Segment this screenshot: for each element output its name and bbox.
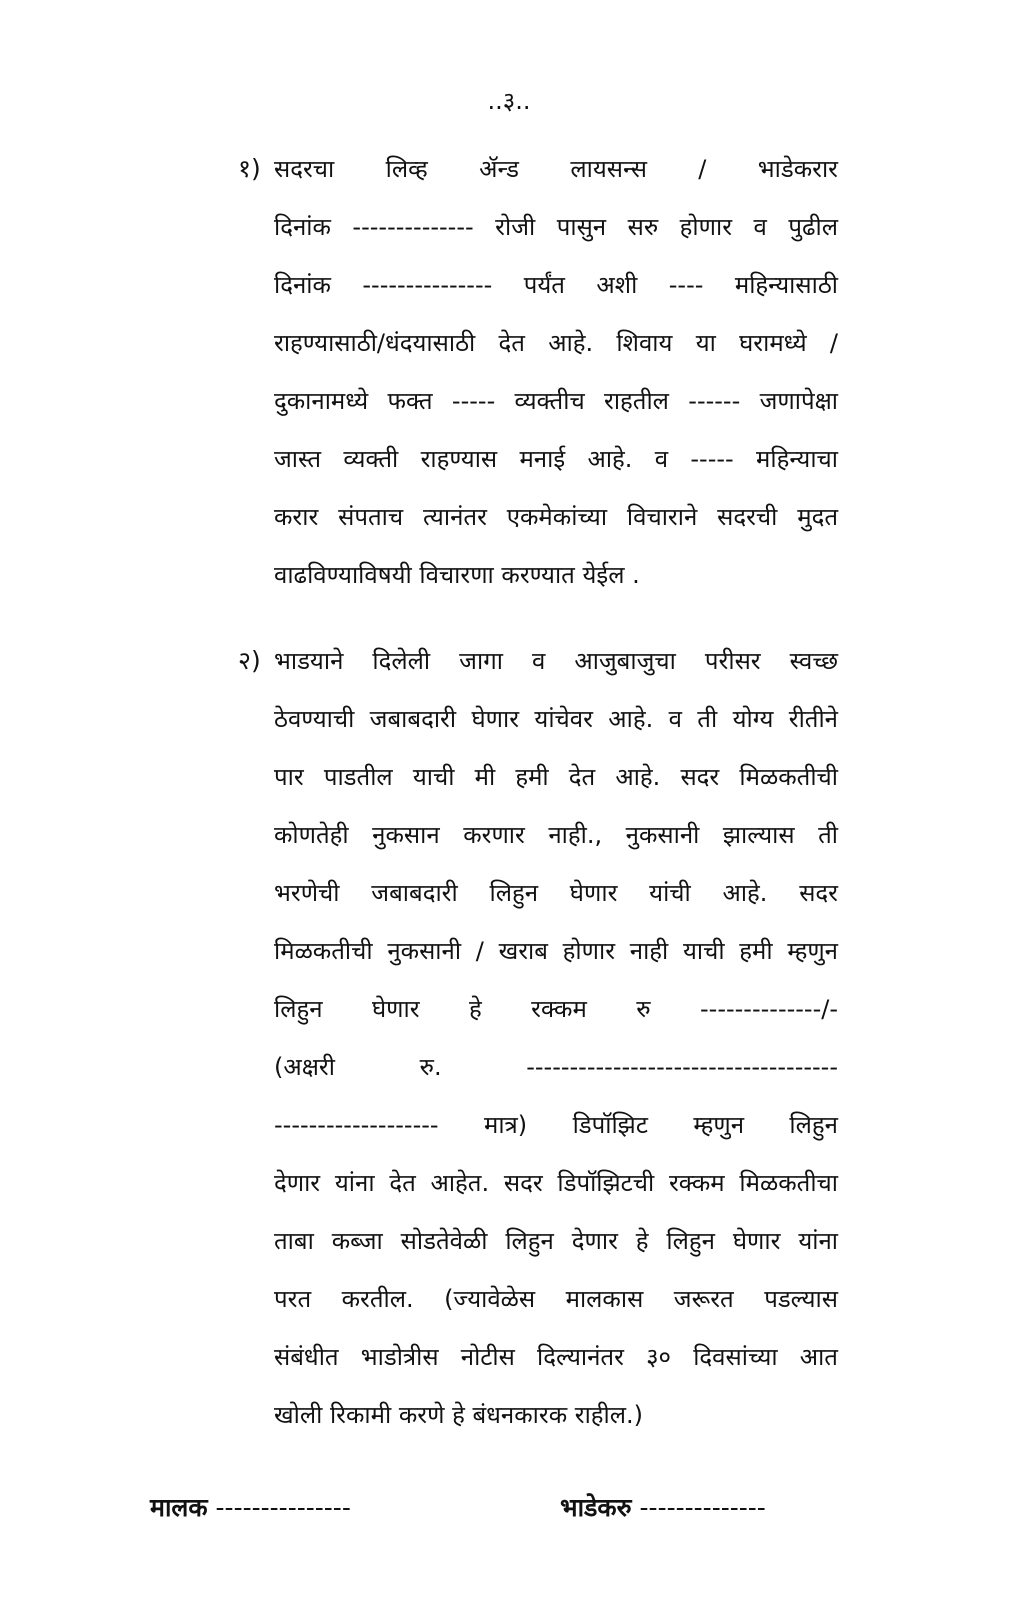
clause-2-line: परत करतील. (ज्यावेळेस मालकास जरूरत पडल्यास (274, 1285, 838, 1313)
clause-1-line: दुकानामध्ये फक्त ----- व्यक्तीच राहतील ------ जणापेक्षा (274, 387, 838, 415)
clause-1-line: करार संपताच त्यानंतर एकमेकांच्या विचाराने सदरची मुदत (274, 503, 838, 531)
clause-2-text (274, 632, 838, 1444)
clause-2-line: ताबा कब्जा सोडतेवेळी लिहुन देणार हे लिहुन घेणार यांना (274, 1227, 838, 1255)
clause-1-line: दिनांक --------------- पर्यंत अशी ---- महिन्यासाठी (274, 271, 838, 299)
page-number: ..३.. (487, 87, 531, 115)
tenant-label: भाडेकरु (560, 1493, 632, 1522)
clause-1-line: सदरचा लिव्ह ॲन्ड लायसन्स / भाडेकरार (274, 155, 838, 183)
owner-signature-line: --------------- (215, 1493, 351, 1522)
clause-1-line: जास्त व्यक्ती राहण्यास मनाई आहे. व ----- महिन्याचा (274, 445, 838, 473)
clause-2-line: देणार यांना देत आहेत. सदर डिपॉझिटची रक्कम मिळकतीचा (274, 1169, 838, 1197)
clause-2-line: भरणेची जबाबदारी लिहुन घेणार यांची आहे. सदर (274, 879, 838, 907)
clause-2-line: ठेवण्याची जबाबदारी घेणार यांचेवर आहे. व ती योग्य रीतीने (274, 705, 838, 733)
clause-1-number: १) (238, 154, 261, 183)
clause-2-line: लिहुन घेणार हे रक्कम रु --------------/- (274, 995, 838, 1023)
clause-2-line: संबंधीत भाडोत्रीस नोटीस दिल्यानंतर ३० दिवसांच्या आत (274, 1343, 838, 1371)
clause-2-line: कोणतेही नुकसान करणार नाही., नुकसानी झाल्यास ती (274, 821, 838, 849)
tenant-signature-line: -------------- (639, 1493, 766, 1522)
clause-2-line: खोली रिकामी करणे हे बंधनकारक राहील.) (274, 1401, 644, 1429)
clause-1-text (274, 140, 838, 604)
clause-2-line: ------------------- मात्र) डिपॉझिट म्हणुन लिहुन (274, 1111, 838, 1139)
clause-2-line: भाडयाने दिलेली जागा व आजुबाजुचा परीसर स्वच्छ (274, 647, 838, 675)
owner-label: मालक (150, 1493, 208, 1522)
clause-2-line: (अक्षरी रु. ------------------------------------ (274, 1053, 838, 1081)
clause-1-line: दिनांक -------------- रोजी पासुन सरु होणार व पुढील (274, 213, 838, 241)
tenant-signature (560, 1490, 766, 1524)
owner-signature (150, 1490, 351, 1524)
clause-1-line: वाढविण्याविषयी विचारणा करण्यात येईल . (274, 561, 640, 589)
clause-2-line: पार पाडतील याची मी हमी देत आहे. सदर मिळकतीची (274, 763, 838, 791)
clause-2-line: मिळकतीची नुकसानी / खराब होणार नाही याची हमी म्हणुन (274, 937, 838, 965)
clause-1-line: राहण्यासाठी/धंदयासाठी देत आहे. शिवाय या घरामध्ये / (274, 329, 838, 357)
clause-2-number: २) (238, 646, 261, 675)
